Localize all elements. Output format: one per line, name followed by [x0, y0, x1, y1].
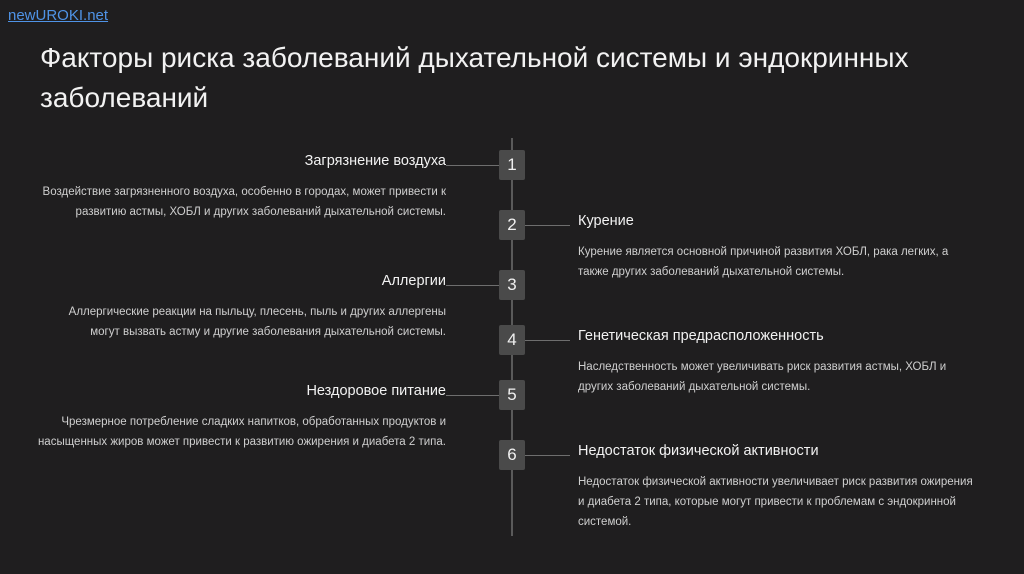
item-description: Курение является основной причиной развития ХОБЛ, рака легких, а также других заболеваний дыхательной системы. — [578, 246, 949, 278]
timeline-node-2: 2 — [499, 210, 525, 240]
timeline-item-5 — [36, 382, 446, 452]
timeline-item-2 — [578, 212, 973, 282]
connector-3 — [446, 285, 499, 286]
connector-1 — [446, 165, 499, 166]
item-title: Недостаток физической активности — [578, 443, 819, 459]
timeline-node-4: 4 — [499, 325, 525, 355]
connector-5 — [446, 395, 499, 396]
item-description: Аллергические реакции на пыльцу, плесень, пыль и других аллергены могут вызвать астму и другие заболевания дыхательной системы. — [68, 306, 446, 338]
timeline-node-3: 3 — [499, 270, 525, 300]
connector-6 — [525, 455, 570, 456]
item-description: Чрезмерное потребление сладких напитков, обработанных продуктов и насыщенных жиров может привести к развитию ожирения и диабета 2 типа. — [37, 416, 446, 448]
item-title: Нездоровое питание — [306, 383, 446, 399]
connector-2 — [525, 225, 570, 226]
timeline-node-6: 6 — [499, 440, 525, 470]
timeline-item-1 — [36, 152, 446, 222]
item-description: Воздействие загрязненного воздуха, особенно в городах, может привести к развитию астмы, ХОБЛ и других заболеваний дыхательной системы. — [42, 186, 446, 218]
timeline-item-4 — [578, 327, 973, 397]
item-title: Загрязнение воздуха — [304, 153, 446, 169]
timeline-item-3 — [36, 272, 446, 342]
item-description: Недостаток физической активности увеличивает риск развития ожирения и диабета 2 типа, которые могут привести к проблемам с эндокринной системой. — [578, 476, 973, 528]
site-link[interactable]: newUROKI.net — [8, 7, 109, 24]
timeline-item-6 — [578, 442, 973, 532]
connector-4 — [525, 340, 570, 341]
item-description: Наследственность может увеличивать риск развития астмы, ХОБЛ и других заболеваний дыхательной системы. — [578, 361, 947, 393]
timeline-node-5: 5 — [499, 380, 525, 410]
item-title: Генетическая предрасположенность — [578, 328, 824, 344]
item-title: Аллергии — [381, 273, 446, 289]
page-title: Факторы риска заболеваний дыхательной системы и эндокринных заболеваний — [40, 42, 909, 113]
timeline-node-1: 1 — [499, 150, 525, 180]
item-title: Курение — [578, 213, 634, 229]
